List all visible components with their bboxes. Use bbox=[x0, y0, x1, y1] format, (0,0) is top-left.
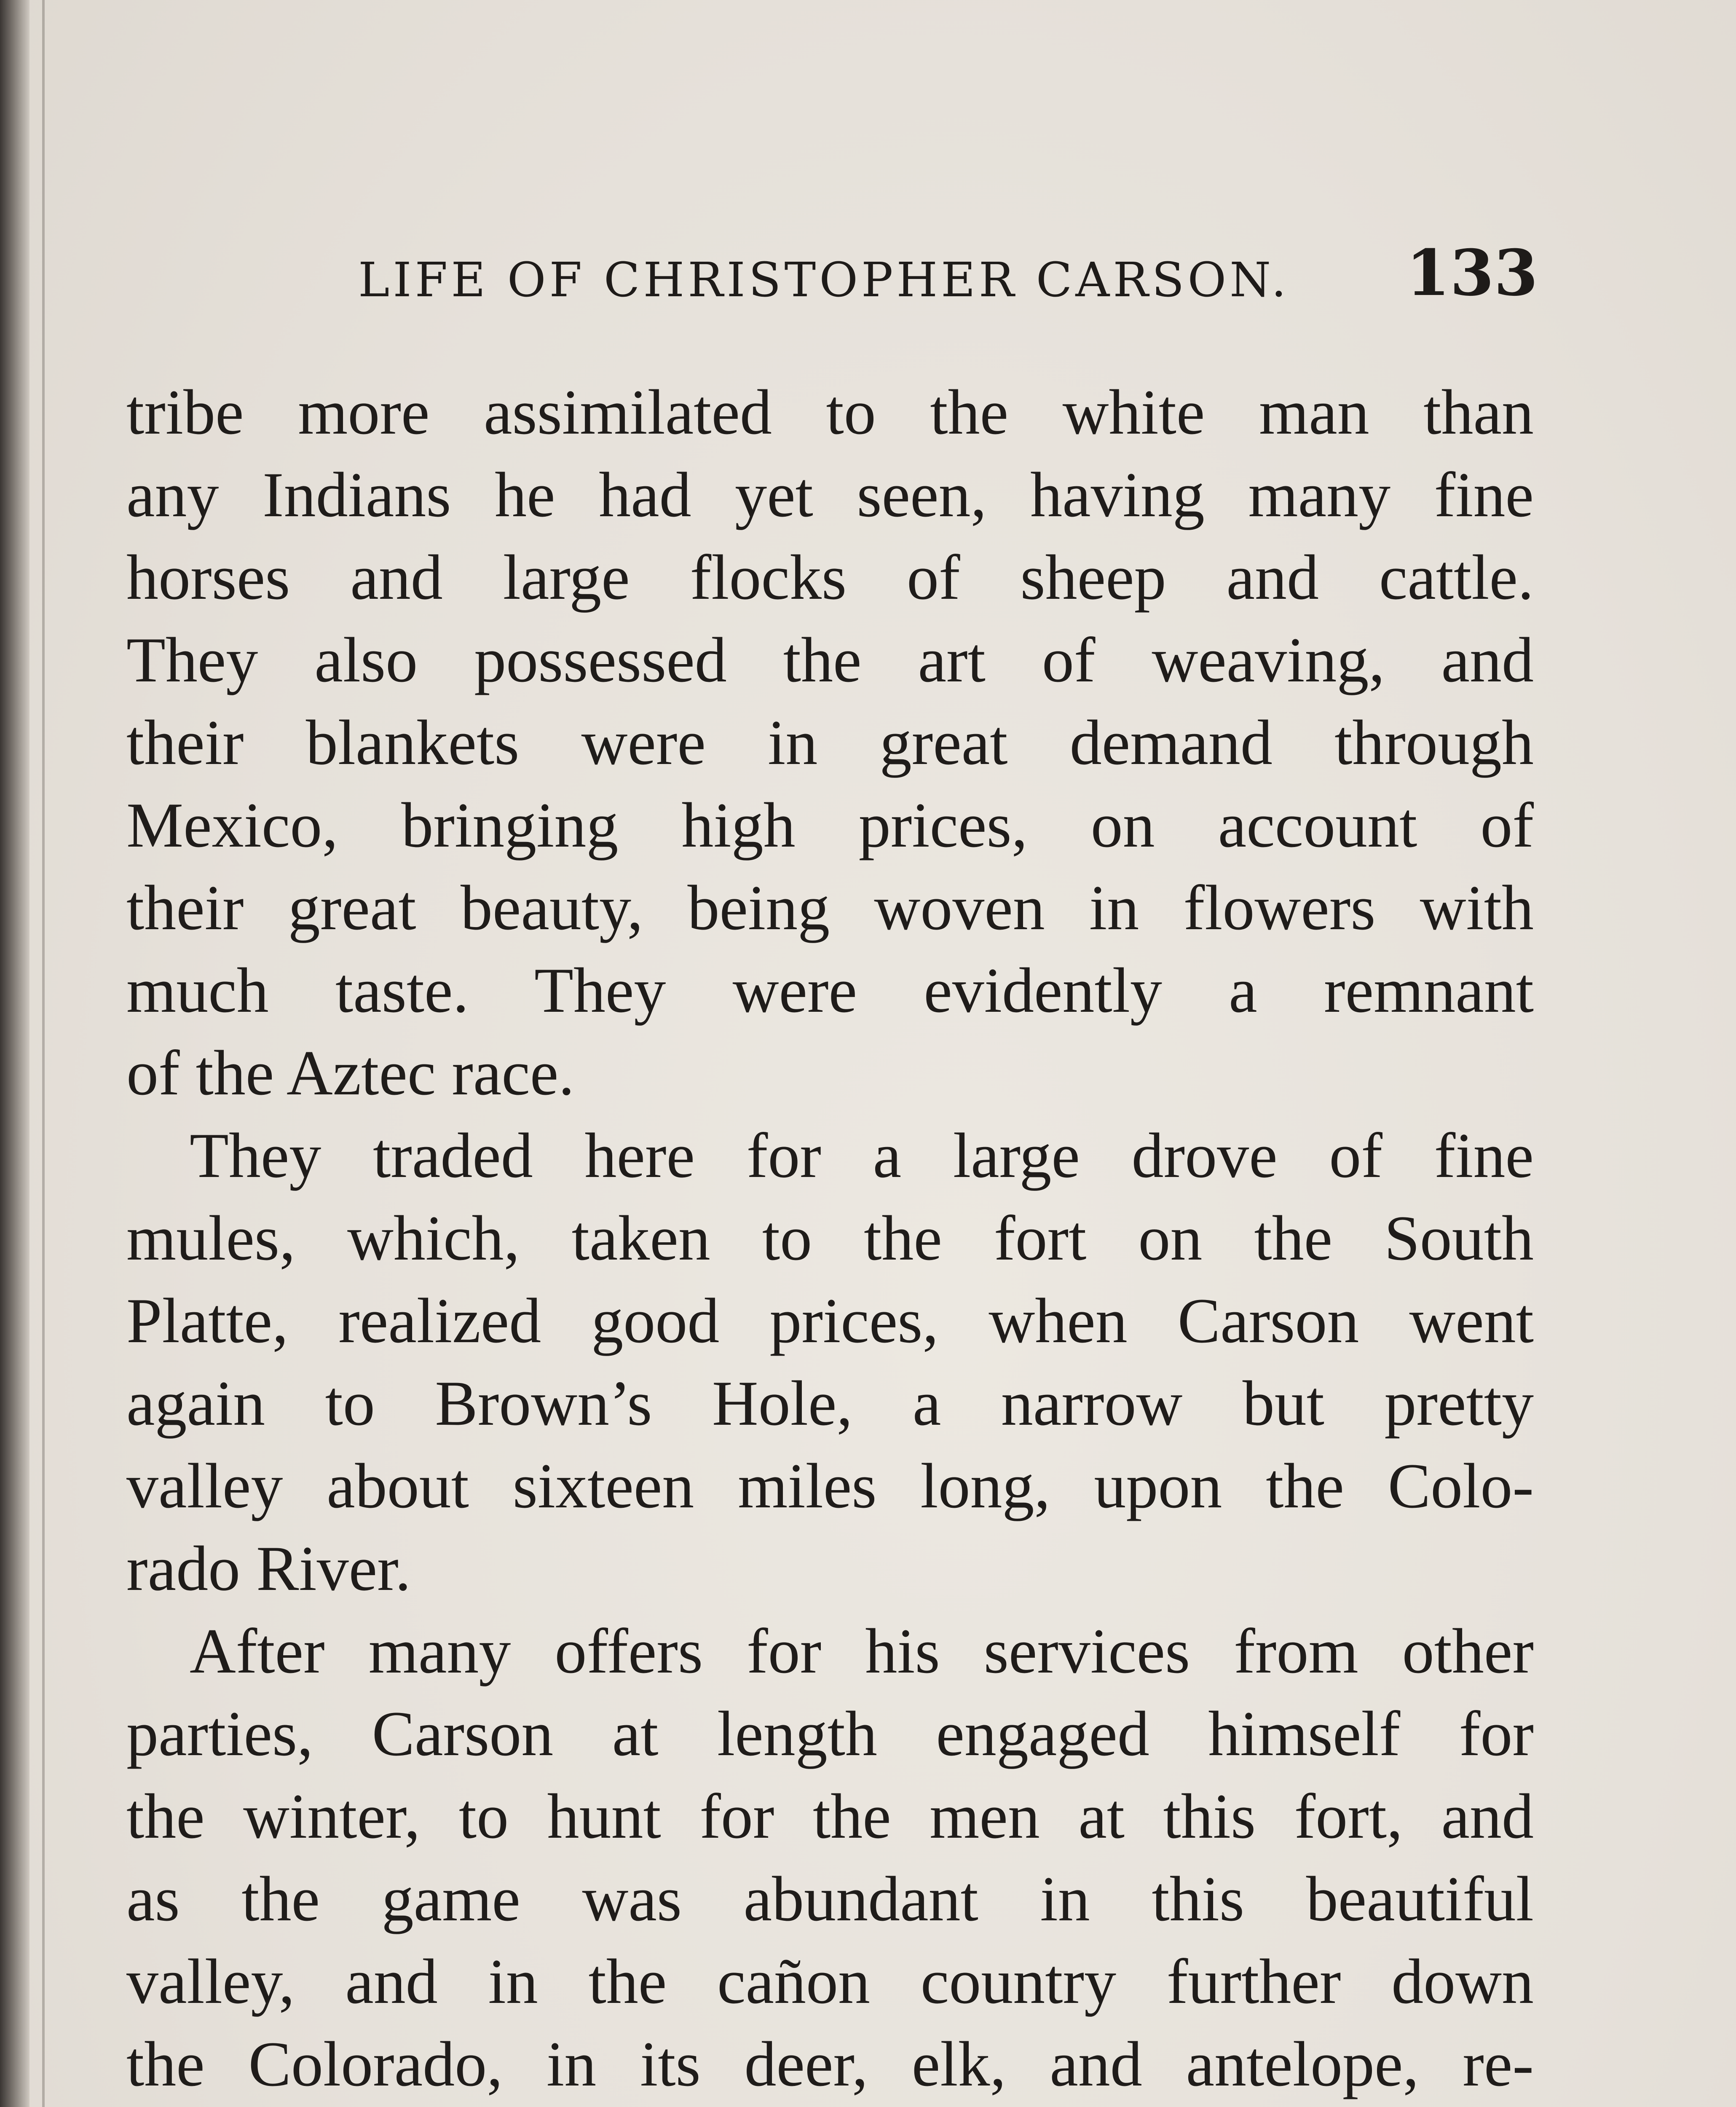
text-line: Mexico, bringing high prices, on account of bbox=[126, 790, 1534, 860]
text-line: tribe more assimilated to the white man than bbox=[126, 377, 1534, 448]
text-line: valley about sixteen miles long, upon the Colo- bbox=[126, 1450, 1534, 1521]
text-line: They traded here for a large drove of fine bbox=[190, 1120, 1534, 1191]
running-head: LIFE OF CHRISTOPHER CARSON. bbox=[358, 253, 1290, 308]
text-line: horses and large flocks of sheep and cattle. bbox=[126, 542, 1534, 613]
page-gutter-shadow bbox=[0, 0, 29, 2107]
text-line: their great beauty, being woven in flowers with bbox=[126, 872, 1534, 943]
text-line: again to Brown’s Hole, a narrow but pretty bbox=[126, 1368, 1534, 1439]
text-line: the Colorado, in its deer, elk, and antelope, re- bbox=[126, 2029, 1534, 2099]
paragraph-3 bbox=[126, 1610, 1534, 2107]
page-header bbox=[131, 236, 1538, 308]
text-line: After many offers for his services from other bbox=[190, 1616, 1534, 1686]
text-line bbox=[126, 2105, 1534, 2107]
text-line: rado River. bbox=[126, 1533, 411, 1604]
text-line: parties, Carson at length engaged himself for bbox=[126, 1698, 1534, 1769]
page-edge-line bbox=[42, 0, 45, 2107]
text-line: any Indians he had yet seen, having many fine bbox=[126, 459, 1534, 530]
text-line: their blankets were in great demand through bbox=[126, 707, 1534, 778]
text-line: mules, which, taken to the fort on the South bbox=[126, 1203, 1534, 1273]
text-line: as the game was abundant in this beautiful bbox=[126, 1863, 1534, 1934]
text-line: Platte, realized good prices, when Carson went bbox=[126, 1285, 1534, 1356]
body-text bbox=[126, 371, 1534, 2107]
text-line: the winter, to hunt for the men at this fort, and bbox=[126, 1781, 1534, 1852]
paragraph-1 bbox=[126, 371, 1534, 1114]
page-number: 133 bbox=[1406, 236, 1538, 310]
text-line: They also possessed the art of weaving, and bbox=[126, 625, 1534, 695]
paragraph-2 bbox=[126, 1114, 1534, 1610]
text-line: valley, and in the cañon country further down bbox=[126, 1946, 1534, 2017]
text-line: of the Aztec race. bbox=[126, 1037, 575, 1108]
text-line: much taste. They were evidently a remnant bbox=[126, 955, 1534, 1026]
